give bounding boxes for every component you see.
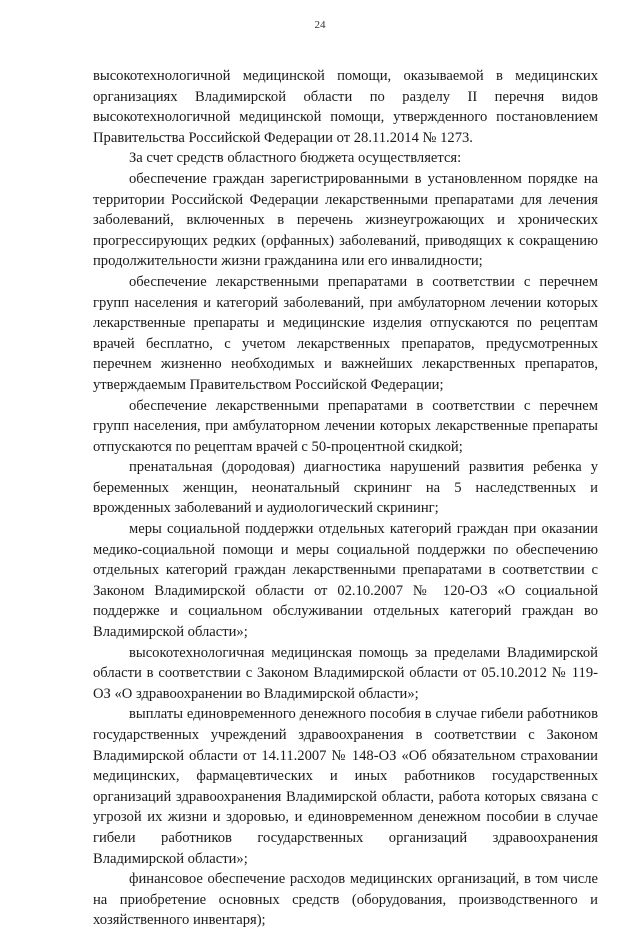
document-body	[93, 66, 598, 931]
paragraph-discount-prescriptions: обеспечение лекарственными препаратами в соответствии с перечнем групп населения, при амбулаторном лечении которых лекарственные препараты отпускаются по рецептам врачей с 50-процентной скидкой;	[93, 397, 598, 455]
paragraph-continuation: высокотехнологичной медицинской помощи, оказываемой в медицинских организациях Владимирской области по разделу II перечня видов высокотехнологичной медицинской помощи, утвержденного постановлением Правительства Российской Федерации от 28.11.2014 № 1273.	[93, 68, 598, 146]
paragraph-death-benefit: выплаты единовременного денежного пособия в случае гибели работников государственных учреждений здравоохранения в соответствии с Законом Владимирской области от 14.11.2007 № 148-ОЗ «Об обязательном страховании медицинских, фармацевтических и иных работников государственных организаций здравоохранения Владимирской области, работа которых связана с угрозой их жизни и здоровью, и единовременном денежном пособии в случае гибели работников государственных организаций здравоохранения Владимирской области»;	[93, 706, 598, 867]
paragraph-budget-intro: За счет средств областного бюджета осуществляется:	[129, 150, 462, 167]
paragraph-financial-support: финансовое обеспечение расходов медицинских организаций, в том числе на приобретение основных средств (оборудования, производственного и хозяйственного инвентаря);	[93, 871, 598, 929]
paragraph-free-prescriptions: обеспечение лекарственными препаратами в соответствии с перечнем групп населения и категорий заболеваний, при амбулаторном лечении которых лекарственные препараты и медицинские изделия отпускаются по рецептам врачей бесплатно, с учетом лекарственных препаратов, предусмотренных перечнем жизненно необходимых и важнейших лекарственных препаратов, утверждаемым Правительством Российской Федерации;	[93, 273, 598, 393]
paragraph-prenatal-diagnostics: пренатальная (дородовая) диагностика нарушений развития ребенка у беременных женщин, неонатальный скрининг на 5 наследственных и врожденных заболеваний и аудиологический скрининг;	[93, 459, 598, 517]
paragraph-orphan-diseases: обеспечение граждан зарегистрированными в установленном порядке на территории Российской Федерации лекарственными препаратами для лечения заболеваний, включенных в перечень жизнеугрожающих и хронических прогрессирующих редких (орфанных) заболеваний, приводящих к сокращению продолжительности жизни гражданина или его инвалидности;	[93, 170, 598, 270]
paragraph-high-tech-care: высокотехнологичная медицинская помощь за пределами Владимирской области в соответствии с Законом Владимирской области от 05.10.2012 № 119-ОЗ «О здравоохранении во Владимирской области»;	[93, 644, 598, 702]
paragraph-social-support: меры социальной поддержки отдельных категорий граждан при оказании медико-социальной помощи и меры социальной поддержки по обеспечению отдельных категорий граждан лекарственными препаратами в соответствии с Законом Владимирской области от 02.10.2007 № 120-ОЗ «О социальной поддержке и социальном обслуживании отдельных категорий граждан во Владимирской области»;	[93, 521, 598, 641]
page-number: 24	[314, 19, 326, 31]
